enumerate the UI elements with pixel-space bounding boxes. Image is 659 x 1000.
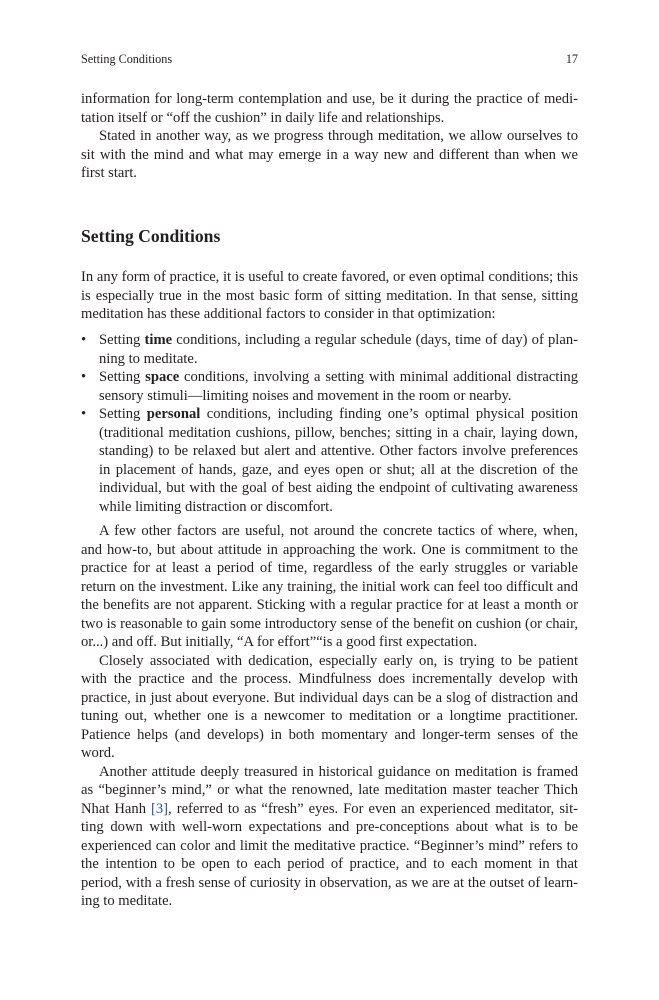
list-item-prefix: Setting xyxy=(99,369,146,385)
bullet-marker: • xyxy=(81,369,87,385)
list-item-prefix: Setting xyxy=(99,406,147,422)
paragraph-text-end: , referred to as “fresh” eyes. For even an experienced meditator, sitting down with well-worn expectations and pre-conceptions about what is to be experienced can color and limit the meditative practice. “Beginner’s mind” refers to the intention to be open to each period of practice, and to each moment in that period, with a fresh sense of curiosity in observation, as we are at the outset of learning to meditate. xyxy=(81,800,578,909)
list-item-text: conditions, involving a setting with minimal additional distracting sensory stimuli—limiting noises and movement in the room or nearby. xyxy=(99,369,578,404)
list-item-space xyxy=(81,368,578,405)
page-number: 17 xyxy=(565,52,578,66)
list-item-keyword: time xyxy=(144,332,173,348)
list-item-keyword: personal xyxy=(146,406,201,422)
bullet-marker: • xyxy=(81,332,87,348)
list-item-personal xyxy=(81,405,578,516)
paragraph-patience: Closely associated with dedication, especially early on, is trying to be patient with the practice and the process. Mindfulness does incrementally develop with practice, in just about everyone. But individual days can be a slog of distraction and tuning out, whether one is a newcomer to meditation or a longtime practitioner. Patience helps (and develops) in both momentary and longer-term senses of the word. xyxy=(81,652,578,761)
list-item-text: conditions, including a regular schedule (days, time of day) of planning to meditate. xyxy=(99,332,579,367)
list-item-text: conditions, including finding one’s optimal physical position (traditional meditation cushions, pillow, benches; sitting in a chair, laying down, standing) to be relaxed but alert and attentive. Other factors involve preferences in placement of hands, gaze, and eyes open or shut; all at the discretion of the individual, but with the goal of best aiding the endpoint of cultivating awareness while limiting distraction or discomfort. xyxy=(99,406,579,515)
paragraph: Stated in another way, as we progress through meditation, we allow ourselves to sit with the mind and what may emerge in a way new and different than when we first start. xyxy=(81,128,578,181)
bullet-marker: • xyxy=(81,406,87,422)
body-block xyxy=(81,522,578,911)
running-title: Setting Conditions xyxy=(81,52,173,66)
paragraph-commitment: A few other factors are useful, not around the concrete tactics of where, when, and how-to, but about attitude in approaching the work. One is commitment to the practice for at least a period of time, regardless of the early struggles or variable return on the investment. Like any training, the initial work can feel too difficult and the benefits are not apparent. Sticking with a regular practice for at least a month or two is reasonable to gain some introductory sense of the benefit on cushion (or chair, or...) and off. But initially, “A for effort”“is a good first expectation. xyxy=(81,523,578,650)
list-item-prefix: Setting xyxy=(99,332,145,348)
section-lead-block xyxy=(81,268,578,324)
conditions-list xyxy=(81,331,578,516)
list-item-keyword: space xyxy=(145,369,180,385)
citation-link[interactable]: [3] xyxy=(151,800,169,817)
intro-block xyxy=(81,90,578,183)
paragraph-beginners-mind xyxy=(81,763,578,911)
paragraph-continued: information for long-term contemplation and use, be it during the practice of meditation itself or “off the cushion” in daily life and relationships. xyxy=(81,91,578,126)
section-heading: Setting Conditions xyxy=(81,226,221,246)
section-lead-paragraph: In any form of practice, it is useful to create favored, or even optimal conditions; this is especially true in the most basic form of sitting meditation. In that sense, sitting meditation has these additional factors to consider in that optimization: xyxy=(81,269,578,322)
paragraph-text-start: Another attitude deeply treasured in historical guidance on meditation is framed as “beginner’s mind,” or what the renowned, late meditation master teacher Thich Nhat Hanh xyxy=(81,763,578,817)
list-item-time xyxy=(81,331,578,368)
